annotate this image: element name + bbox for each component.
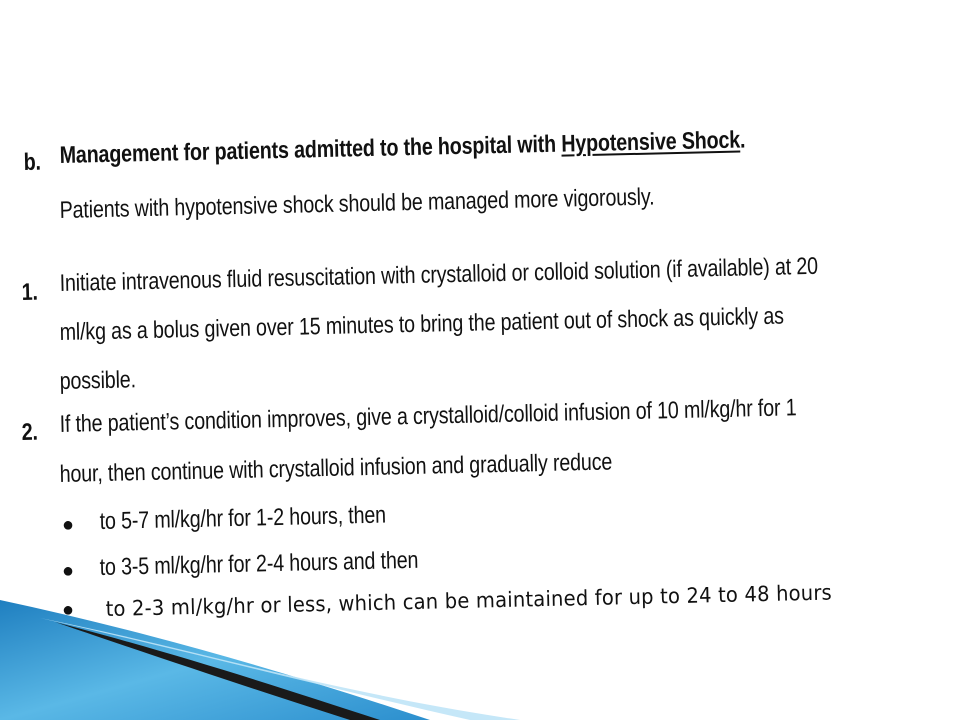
bullet-dot-2: ● — [61, 559, 75, 583]
bullet-item-3: to 2-3 ml/kg/hr or less, which can be maintained for up to 24 to 48 hours — [105, 580, 833, 622]
bullet-dot-1: ● — [61, 513, 75, 537]
heading-emphasis: Hypotensive Shock — [560, 126, 741, 158]
step-1-line-3: possible. — [59, 366, 137, 396]
bullet-item-1: to 5-7 ml/kg/hr for 1-2 hours, then — [99, 501, 387, 536]
heading-terminator: . — [739, 126, 746, 154]
intro-text: Patients with hypotensive shock should be managed more vigorously. — [59, 183, 655, 225]
bullet-item-2: to 3-5 ml/kg/hr for 2-4 hours and then — [99, 546, 419, 582]
step-1-line-2: ml/kg as a bolus given over 15 minutes to bring the patient out of shock as quickly as — [59, 302, 785, 347]
bullet-dot-3: ● — [61, 598, 75, 622]
step-2-line-1: If the patient’s condition improves, give a crystalloid/colloid infusion of 10 ml/kg/hr for 1 — [59, 394, 797, 439]
step-2-number: 2. — [21, 418, 39, 447]
step-2-line-2: hour, then continue with crystalloid infusion and gradually reduce — [59, 448, 613, 489]
heading-marker: b. — [23, 148, 42, 177]
step-1-number: 1. — [21, 278, 39, 307]
heading-text: Management for patients admitted to the hospital with — [59, 130, 562, 170]
step-1-line-1: Initiate intravenous fluid resuscitation with crystalloid or colloid solution (if available) at 20 — [59, 252, 819, 298]
